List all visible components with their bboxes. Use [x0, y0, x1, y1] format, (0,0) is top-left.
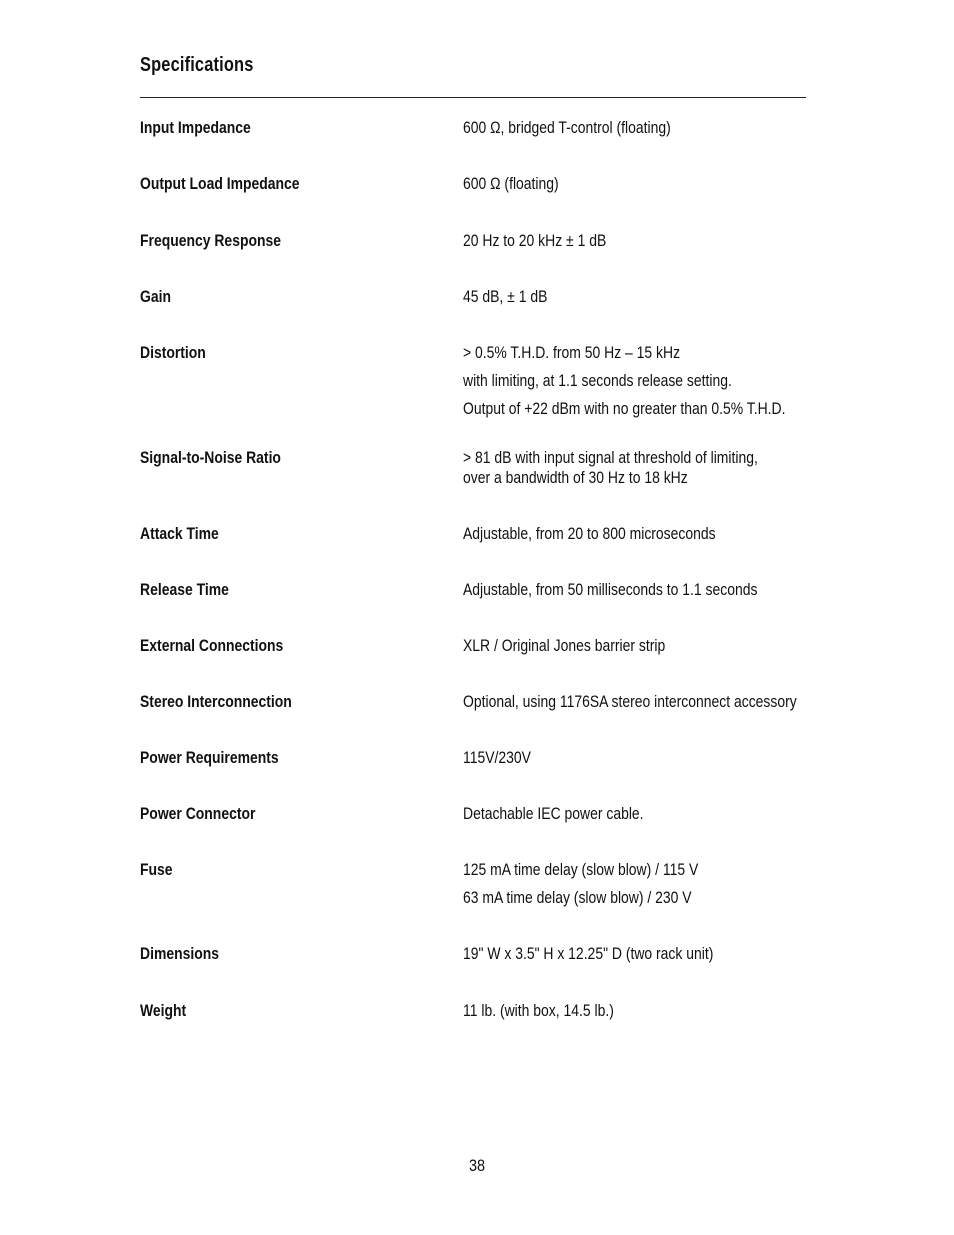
spec-value-line: 63 mA time delay (slow blow) / 230 V	[463, 888, 692, 907]
spec-value	[463, 860, 889, 916]
spec-label: Power Connector	[140, 804, 256, 823]
spec-row-gain	[140, 287, 840, 311]
spec-value	[463, 748, 889, 776]
spec-row-release-time	[140, 580, 840, 604]
spec-value	[463, 804, 889, 832]
spec-value-line: 600 Ω (floating)	[463, 174, 559, 193]
page-number: 38	[468, 1156, 486, 1175]
spec-label: Distortion	[140, 343, 206, 362]
spec-label: External Connections	[140, 636, 284, 655]
spec-value	[463, 343, 889, 427]
spec-value-line: 600 Ω, bridged T-control (floating)	[463, 118, 671, 137]
spec-label: Attack Time	[140, 524, 219, 543]
spec-value	[463, 944, 889, 972]
spec-label: Weight	[140, 1001, 187, 1020]
spec-value-line: Optional, using 1176SA stereo interconnect accessory	[463, 692, 797, 711]
spec-value	[463, 174, 889, 202]
spec-row-distortion	[140, 343, 840, 418]
spec-value	[463, 524, 889, 552]
spec-value-line: Adjustable, from 20 to 800 microseconds	[463, 524, 716, 543]
spec-label: Stereo Interconnection	[140, 692, 292, 711]
spec-label: Frequency Response	[140, 231, 282, 250]
spec-value-line: 19" W x 3.5" H x 12.25" D (two rack unit)	[463, 944, 714, 963]
title-divider	[140, 97, 806, 98]
spec-row-output-load-impedance	[140, 174, 840, 198]
spec-value	[463, 287, 889, 315]
spec-row-input-impedance	[140, 118, 840, 142]
spec-value	[463, 448, 889, 488]
spec-label: Output Load Impedance	[140, 174, 300, 193]
spec-value-line: Adjustable, from 50 milliseconds to 1.1 seconds	[463, 580, 758, 599]
spec-row-signal-to-noise-ratio	[140, 448, 840, 487]
spec-value-line: > 81 dB with input signal at threshold of limiting,	[463, 448, 758, 467]
spec-value-line: 11 lb. (with box, 14.5 lb.)	[463, 1001, 614, 1020]
spec-label: Input Impedance	[140, 118, 251, 137]
spec-label: Dimensions	[140, 944, 220, 963]
spec-row-attack-time	[140, 524, 840, 548]
spec-row-power-requirements	[140, 748, 840, 772]
spec-value	[463, 1001, 889, 1029]
spec-label: Signal-to-Noise Ratio	[140, 448, 281, 467]
spec-row-stereo-interconnection	[140, 692, 840, 716]
spec-value	[463, 692, 889, 720]
spec-value-line: Output of +22 dBm with no greater than 0.5% T.H.D.	[463, 399, 786, 418]
spec-value-line: 20 Hz to 20 kHz ± 1 dB	[463, 231, 607, 250]
spec-value-line: with limiting, at 1.1 seconds release setting.	[463, 371, 732, 390]
spec-value-line: 45 dB, ± 1 dB	[463, 287, 548, 306]
spec-value-line: 115V/230V	[463, 748, 531, 767]
spec-row-dimensions	[140, 944, 840, 968]
spec-label: Gain	[140, 287, 171, 306]
spec-value-line: 125 mA time delay (slow blow) / 115 V	[463, 860, 699, 879]
spec-value	[463, 231, 889, 259]
spec-row-fuse	[140, 860, 840, 907]
spec-value-line: over a bandwidth of 30 Hz to 18 kHz	[463, 468, 688, 487]
spec-row-weight	[140, 1001, 840, 1025]
spec-value-line: XLR / Original Jones barrier strip	[463, 636, 666, 655]
spec-value	[463, 636, 889, 664]
spec-value	[463, 580, 889, 608]
spec-value-line: > 0.5% T.H.D. from 50 Hz – 15 kHz	[463, 343, 681, 362]
spec-value-line: Detachable IEC power cable.	[463, 804, 644, 823]
spec-row-external-connections	[140, 636, 840, 660]
page-title: Specifications	[140, 54, 254, 76]
spec-row-power-connector	[140, 804, 840, 828]
spec-value	[463, 118, 889, 146]
spec-label: Fuse	[140, 860, 173, 879]
spec-label: Power Requirements	[140, 748, 279, 767]
spec-label: Release Time	[140, 580, 229, 599]
spec-row-frequency-response	[140, 231, 840, 255]
